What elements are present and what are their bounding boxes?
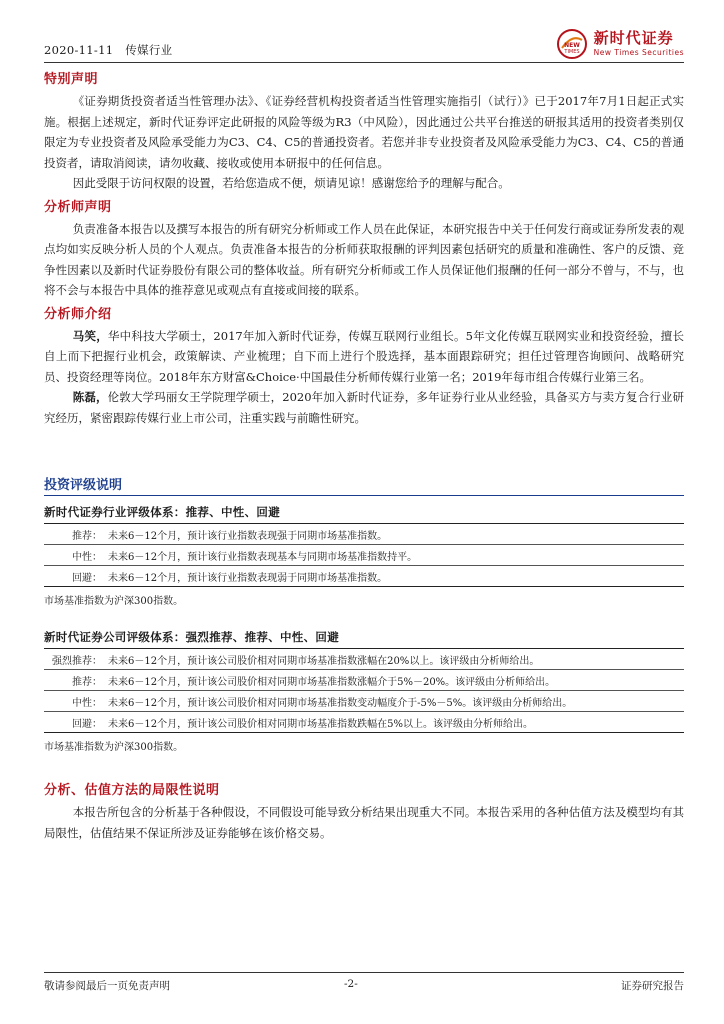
analyst-intro-ma — [44, 326, 684, 388]
svg-text:NEW: NEW — [563, 42, 580, 49]
analyst-statement-title: 分析师声明 — [44, 199, 112, 215]
table-row — [44, 691, 684, 712]
company-logo — [556, 28, 684, 60]
logo-cn-text: 新时代证券 — [593, 29, 674, 48]
svg-text:TIMES: TIMES — [564, 49, 580, 55]
rating-label: 回避： — [44, 712, 108, 733]
industry-benchmark-note: 市场基准指数为沪深300指数。 — [44, 596, 184, 607]
table-row — [44, 566, 684, 587]
rating-label: 推荐： — [44, 670, 108, 691]
industry-rating-table — [44, 523, 684, 587]
company-benchmark-note: 市场基准指数为沪深300指数。 — [44, 742, 184, 753]
logo-en-text: New Times Securities — [593, 48, 684, 58]
rating-desc: 未来6－12个月，预计该公司股价相对同期市场基准指数跌幅在5%以上。该评级由分析师给出。 — [108, 712, 684, 733]
limitations-title: 分析、估值方法的局限性说明 — [44, 783, 220, 798]
special-statement-title: 特别声明 — [44, 72, 99, 87]
analyst-name-chen: 陈磊， — [72, 390, 108, 404]
special-statement-p2: 因此受限于访问权限的设置，若给您造成不便，烦请见谅！感谢您给予的理解与配合。 — [72, 176, 510, 190]
industry-label: 传媒行业 — [125, 43, 173, 57]
table-row — [44, 670, 684, 691]
rating-desc: 未来6－12个月，预计该公司股价相对同期市场基准指数涨幅在20%以上。该评级由分析师给出。 — [108, 649, 684, 670]
rating-label: 强烈推荐： — [44, 649, 108, 670]
rating-desc: 未来6－12个月，预计该公司股价相对同期市场基准指数涨幅介于5%－20%。该评级由分析师给出。 — [108, 670, 684, 691]
rating-label: 中性： — [44, 691, 108, 712]
logo-emblem-icon — [556, 28, 588, 60]
limitations-p1: 本报告所包含的分析基于各种假设，不同假设可能导致分析结果出现重大不同。本报告采用的各种估值方法及模型均有其局限性，估值结果不保证所涉及证券能够在该价格交易。 — [44, 805, 684, 840]
industry-rating-system-title: 新时代证券行业评级体系：推荐、中性、回避 — [44, 505, 280, 519]
company-rating-system-title: 新时代证券公司评级体系：强烈推荐、推荐、中性、回避 — [44, 630, 339, 644]
rating-divider — [44, 495, 684, 496]
rating-desc: 未来6－12个月，预计该行业指数表现弱于同期市场基准指数。 — [108, 566, 684, 587]
rating-label: 推荐： — [44, 524, 108, 545]
analyst-intro-chen — [44, 387, 684, 428]
header-meta — [44, 42, 180, 58]
analyst-name-ma: 马笑， — [72, 328, 108, 343]
report-date: 2020-11-11 — [44, 43, 114, 57]
page-number: -2- — [344, 978, 358, 990]
page-header — [44, 28, 684, 62]
footer-report-type: 证券研究报告 — [621, 980, 684, 992]
table-row — [44, 712, 684, 733]
table-row — [44, 649, 684, 670]
page-footer — [44, 972, 684, 992]
rating-title: 投资评级说明 — [44, 478, 123, 493]
analyst-intro-title: 分析师介绍 — [44, 306, 112, 322]
rating-label: 回避： — [44, 566, 108, 587]
company-rating-table — [44, 648, 684, 733]
header-divider — [44, 62, 684, 63]
table-row — [44, 545, 684, 566]
analyst-bio-chen: 伦敦大学玛丽女王学院理学硕士，2020年加入新时代证券，多年证券行业从业经验，具备买方与卖方复合行业研究经历，紧密跟踪传媒行业上市公司，注重实践与前瞻性研究。 — [44, 390, 684, 425]
rating-desc: 未来6－12个月，预计该行业指数表现基本与同期市场基准指数持平。 — [108, 545, 684, 566]
table-row — [44, 524, 684, 545]
special-statement-p1: 《证券期货投资者适当性管理办法》、《证券经营机构投资者适当性管理实施指引（试行）》已于2017年7月1日起正式实施。根据上述规定，新时代证券评定此研报的风险等级为R3（中风险），因此通过公共平台推送的研报其适用的投资者类别仅限定为专业投资者及风险承受能力为C3、C4、C5的普通投资者。若您并非专业投资者及风险承受能力为C3、C4、C5的普通投资者，请取消阅读，请勿收藏、接收或使用本研报中的任何信息。 — [44, 94, 684, 170]
rating-label: 中性： — [44, 545, 108, 566]
rating-desc: 未来6－12个月，预计该公司股价相对同期市场基准指数变动幅度介于-5%－5%。该评级由分析师给出。 — [108, 691, 684, 712]
analyst-statement-p1: 负责准备本报告以及撰写本报告的所有研究分析师或工作人员在此保证，本研究报告中关于任何发行商或证券所发表的观点均如实反映分析人员的个人观点。负责准备本报告的分析师获取报酬的评判因素包括研究的质量和准确性、客户的反馈、竞争性因素以及新时代证券股份有限公司的整体收益。所有研究分析师或工作人员保证他们报酬的任何一部分不曾与，不与，也将不会与本报告中具体的推荐意见或观点有直接或间接的联系。 — [44, 221, 684, 297]
footer-disclaimer-ref: 敬请参阅最后一页免责声明 — [44, 980, 170, 992]
page-content — [44, 68, 684, 843]
rating-desc: 未来6－12个月，预计该行业指数表现强于同期市场基准指数。 — [108, 524, 684, 545]
analyst-bio-ma: 华中科技大学硕士，2017年加入新时代证券，传媒互联网行业组长。5年文化传媒互联网实业和投资经验，擅长自上而下把握行业机会，政策解读、产业梳理；自下而上进行个股选择，基本面跟踪研究；担任过管理咨询顾问、战略研究员、投资经理等岗位。2018年东方财富&Choice·中国最佳分析师传媒行业第一名；2019年每市组合传媒行业第三名。 — [44, 328, 685, 384]
